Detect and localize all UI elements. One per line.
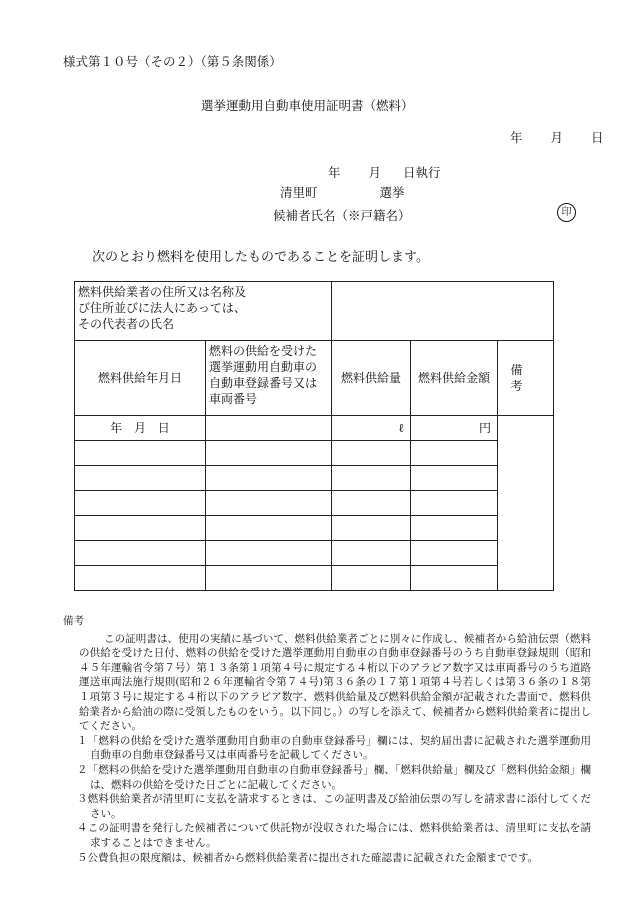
remarks-header: 備考 (498, 341, 554, 416)
vehicle-number-cell[interactable] (206, 491, 332, 516)
candidate-name-label: 候補者氏名（※戸籍名） (273, 208, 411, 223)
fuel-price-cell[interactable] (411, 491, 498, 516)
vehicle-number-cell[interactable] (206, 416, 332, 441)
supply-date-cell[interactable] (75, 491, 206, 516)
note-item-2: ２「燃料の供給を受けた選挙運動用自動車の自動車登録番号」欄、「燃料供給量」欄及び「燃料供給金額」欄は、燃料の供給を受けた日ごとに記載してください。 (77, 763, 591, 791)
table-row (75, 416, 554, 441)
table-row (75, 491, 554, 516)
document-title: 選挙運動用自動車使用証明書（燃料） (201, 98, 414, 113)
issue-date-year: 年 (510, 130, 523, 145)
notes-section (63, 614, 591, 865)
fuel-amount-cell[interactable] (332, 441, 411, 466)
issue-date (510, 128, 604, 146)
note-item-1: １「燃料の供給を受けた選挙運動用自動車の自動車登録番号」欄には、契約届出書に記載された選挙運動用自動車の自動車登録番号又は車両番号を記載してください。 (77, 734, 591, 762)
fuel-usage-table (74, 281, 554, 591)
vehicle-number-cell[interactable] (206, 466, 332, 491)
supply-date-header: 燃料供給年月日 (75, 341, 206, 416)
election-word: 選挙 (379, 185, 405, 200)
vehicle-number-header: 燃料の供給を受けた選挙運動用自動車の自動車登録番号又は車両番号 (206, 341, 332, 416)
vehicle-number-cell[interactable] (206, 516, 332, 541)
supplier-label: 燃料供給業者の住所又は名称及び住所並びに法人にあっては、その代表者の氏名 (78, 285, 247, 331)
vehicle-number-cell[interactable] (206, 566, 332, 591)
supply-date-cell[interactable] (75, 516, 206, 541)
fuel-amount-header: 燃料供給量 (332, 341, 411, 416)
notes-main-text: この証明書は、使用の実績に基づいて、燃料供給業者ごとに別々に作成し、候補者から給油伝票（燃料の供給を受けた日付、燃料の供給を受けた選挙運動用自動車の自動車登録番号のうち自動車登録規則（昭和４５年運輸省令第７号）第１３条第１項第４号に規定する４桁以下のアラビア数字又は車両番号のうち道路運送車両法施行規則(昭和２６年運輸省令第７４号)第３６条の１７第１項第４号若しくは第３６条の１８第１項第３号に規定する４桁以下のアラビア数字、燃料供給量及び燃料供給金額が記載された書面で、燃料供給業者から給油の際に受領したものをいう。以下同じ。）の写しを添えて、候補者から燃料供給業者に提出してください。 (79, 632, 591, 733)
election-name (280, 183, 405, 201)
fuel-amount-cell[interactable] (332, 466, 411, 491)
vehicle-number-cell[interactable] (206, 541, 332, 566)
fuel-price-header: 燃料供給金額 (411, 341, 498, 416)
election-date-day: 日執行 (403, 165, 441, 180)
issue-date-month: 月 (550, 130, 564, 145)
fuel-amount-cell[interactable] (332, 516, 411, 541)
table-row (75, 466, 554, 491)
notes-title: 備考 (63, 615, 84, 627)
supply-date-cell[interactable]: 年 月 日 (75, 416, 206, 441)
fuel-amount-cell[interactable] (332, 491, 411, 516)
note-item-3: ３燃料供給業者が清里町に支払を請求するときは、この証明書及び給油伝票の写しを請求書に添付してください。 (77, 793, 591, 820)
supply-date-cell[interactable] (75, 541, 206, 566)
table-row (75, 566, 554, 591)
supply-date-cell[interactable] (75, 441, 206, 466)
certification-statement: 次のとおり燃料を使用したものであることを証明します。 (92, 250, 429, 265)
issue-date-day: 日 (591, 130, 604, 145)
supply-date-cell[interactable] (75, 566, 206, 591)
fuel-amount-cell[interactable] (332, 566, 411, 591)
table-row (75, 441, 554, 466)
election-date-year: 年 (328, 165, 341, 180)
remarks-cell[interactable] (498, 416, 554, 591)
fuel-price-cell[interactable] (411, 516, 498, 541)
supply-date-cell[interactable] (75, 466, 206, 491)
supplier-label-cell (75, 282, 332, 341)
fuel-price-cell[interactable] (411, 566, 498, 591)
supplier-input[interactable] (332, 282, 554, 341)
table-row (75, 541, 554, 566)
town-name: 清里町 (280, 185, 318, 200)
table-row (75, 516, 554, 541)
fuel-price-cell[interactable]: 円 (411, 416, 498, 441)
fuel-amount-cell[interactable] (332, 541, 411, 566)
seal-icon: 印 (557, 203, 576, 222)
fuel-price-cell[interactable] (411, 466, 498, 491)
vehicle-number-cell[interactable] (206, 441, 332, 466)
election-date-month: 月 (368, 165, 382, 180)
fuel-price-cell[interactable] (411, 541, 498, 566)
fuel-amount-cell[interactable]: ℓ (332, 416, 411, 441)
note-item-4: ４この証明書を発行した候補者について供託物が没収された場合には、燃料供給業者は、清里町に支払を請求することはできません。 (77, 822, 591, 849)
note-item-5: ５公費負担の限度額は、候補者から燃料供給業者に提出された確認書に記載された金額までです。 (77, 851, 539, 864)
election-date (328, 163, 441, 181)
fuel-price-cell[interactable] (411, 441, 498, 466)
form-number: 様式第１０号（その２）（第５条関係） (63, 54, 282, 69)
